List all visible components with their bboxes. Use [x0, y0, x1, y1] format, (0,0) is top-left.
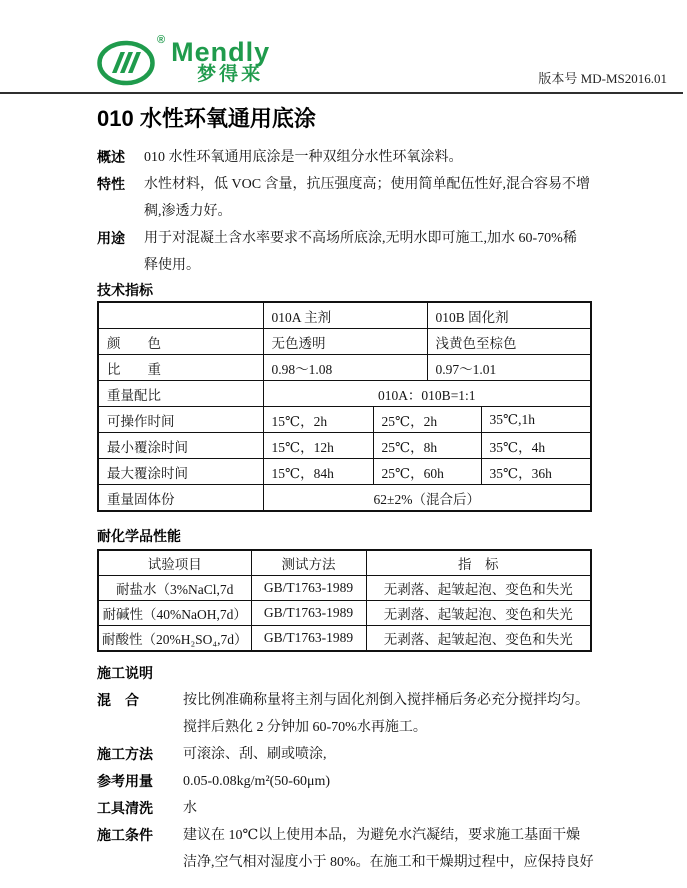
table-row — [98, 601, 591, 626]
method-entry — [97, 741, 611, 768]
mixing-label: 混 合 — [97, 692, 139, 708]
solids-value: 62±2%（混合后） — [263, 485, 591, 512]
ratio-label: 重量配比 — [98, 381, 263, 407]
brand-text-block — [171, 39, 270, 85]
usage-label: 用途 — [97, 230, 125, 246]
max-recoat-35c: 35℃，36h — [481, 459, 591, 485]
acid-item: 耐酸性（20%H₂SO₄,7d） — [98, 626, 251, 652]
color-label: 颜 色 — [98, 329, 263, 355]
gravity-b: 0.97～1.01 — [427, 355, 591, 381]
table-header-row — [98, 550, 591, 576]
page-title: 010 水性环氧通用底涂 — [97, 106, 316, 131]
tech-specs-table — [97, 301, 592, 512]
dosage-label: 参考用量 — [97, 773, 153, 789]
overview-line: 010 水性环氧通用底涂是一种双组分水性环氧涂料。 — [144, 150, 463, 165]
cleaning-label: 工具清洗 — [97, 800, 153, 816]
max-recoat-25c: 25℃，60h — [373, 459, 481, 485]
application-heading: 施工说明 — [97, 665, 153, 681]
overview-text — [144, 144, 611, 171]
method-label: 施工方法 — [97, 746, 153, 762]
dosage-text: 0.05-0.08kg/m²(50-60μm) — [183, 774, 331, 789]
max-recoat-label: 最大覆涂时间 — [98, 459, 263, 485]
header-divider — [0, 92, 683, 94]
pot-life-35c: 35℃,1h — [481, 407, 591, 433]
chem-resistance-table — [97, 549, 592, 652]
tech-specs-heading: 技术指标 — [97, 282, 153, 298]
chem-resistance-heading: 耐化学品性能 — [97, 528, 181, 544]
color-a: 无色透明 — [263, 329, 427, 355]
mixing-line: 按比例准确称量将主剂与固化剂倒入搅拌桶后务必充分搅拌均匀。 — [183, 693, 589, 708]
mixing-entry — [97, 687, 611, 741]
conditions-entry — [97, 822, 611, 876]
cleaning-entry — [97, 795, 611, 822]
document-body — [97, 104, 611, 876]
salt-water-result: 无剥落、起皱起泡、变色和失光 — [366, 576, 591, 601]
min-recoat-15c: 15℃，12h — [263, 433, 373, 459]
conditions-label: 施工条件 — [97, 827, 153, 843]
table-row — [98, 407, 591, 433]
cleaning-text: 水 — [183, 801, 197, 816]
conditions-line: 洁净,空气相对湿度小于 80%。在施工和干燥期过程中，应保持良好 — [183, 855, 594, 870]
conditions-line: 建议在 10℃以上使用本品，为避免水汽凝结，要求施工基面干燥 — [183, 828, 581, 843]
min-recoat-label: 最小覆涂时间 — [98, 433, 263, 459]
min-recoat-25c: 25℃，8h — [373, 433, 481, 459]
salt-water-method: GB/T1763-1989 — [251, 576, 366, 601]
version-number: 版本号 MD-MS2016.01 — [538, 71, 667, 86]
brand-name-cn: 梦得来 — [197, 64, 264, 85]
table-row — [98, 433, 591, 459]
usage-line: 释使用。 — [144, 258, 200, 273]
solids-label: 重量固体份 — [98, 485, 263, 512]
chem-header-item: 试验项目 — [98, 550, 251, 576]
tech-header-blank — [98, 302, 263, 329]
table-row — [98, 381, 591, 407]
brand-name-en: Mendly — [171, 37, 271, 67]
conditions-text — [183, 822, 611, 876]
chem-header-index: 指 标 — [366, 550, 591, 576]
pot-life-15c: 15℃，2h — [263, 407, 373, 433]
registered-trademark-icon: ® — [157, 34, 166, 46]
features-section — [97, 171, 611, 225]
mendly-logo-icon — [97, 38, 159, 86]
table-row — [98, 459, 591, 485]
usage-section — [97, 225, 611, 279]
table-row — [98, 302, 591, 329]
gravity-label: 比 重 — [98, 355, 263, 381]
alkali-result: 无剥落、起皱起泡、变色和失光 — [366, 601, 591, 626]
max-recoat-15c: 15℃，84h — [263, 459, 373, 485]
table-row — [98, 626, 591, 652]
features-label: 特性 — [97, 176, 125, 192]
usage-line: 用于对混凝土含水率要求不高场所底涂,无明水即可施工,加水 60-70%稀 — [144, 231, 577, 246]
min-recoat-35c: 35℃，4h — [481, 433, 591, 459]
features-line: 水性材料，低 VOC 含量，抗压强度高；使用简单配伍性好,混合容易不增 — [144, 177, 591, 192]
page-header — [97, 34, 667, 90]
features-text — [144, 171, 611, 225]
pot-life-label: 可操作时间 — [98, 407, 263, 433]
mixing-line: 搅拌后熟化 2 分钟加 60-70%水再施工。 — [183, 720, 427, 735]
tech-header-a: 010A 主剂 — [263, 302, 427, 329]
ratio-value: 010A：010B=1:1 — [263, 381, 591, 407]
method-text: 可滚涂、刮、刷或喷涂, — [183, 747, 327, 762]
tech-header-b: 010B 固化剂 — [427, 302, 591, 329]
pot-life-25c: 25℃，2h — [373, 407, 481, 433]
gravity-a: 0.98～1.08 — [263, 355, 427, 381]
overview-section — [97, 144, 611, 171]
acid-result: 无剥落、起皱起泡、变色和失光 — [366, 626, 591, 652]
overview-label: 概述 — [97, 149, 125, 165]
table-row — [98, 355, 591, 381]
table-row — [98, 576, 591, 601]
mixing-text — [183, 687, 611, 741]
usage-text — [144, 225, 611, 279]
alkali-method: GB/T1763-1989 — [251, 601, 366, 626]
acid-method: GB/T1763-1989 — [251, 626, 366, 652]
table-row — [98, 329, 591, 355]
features-line: 稠,渗透力好。 — [144, 204, 232, 219]
table-row — [98, 485, 591, 512]
alkali-item: 耐碱性（40%NaOH,7d） — [98, 601, 251, 626]
color-b: 浅黄色至棕色 — [427, 329, 591, 355]
salt-water-item: 耐盐水（3%NaCl,7d — [98, 576, 251, 601]
dosage-entry — [97, 768, 611, 795]
chem-header-method: 测试方法 — [251, 550, 366, 576]
